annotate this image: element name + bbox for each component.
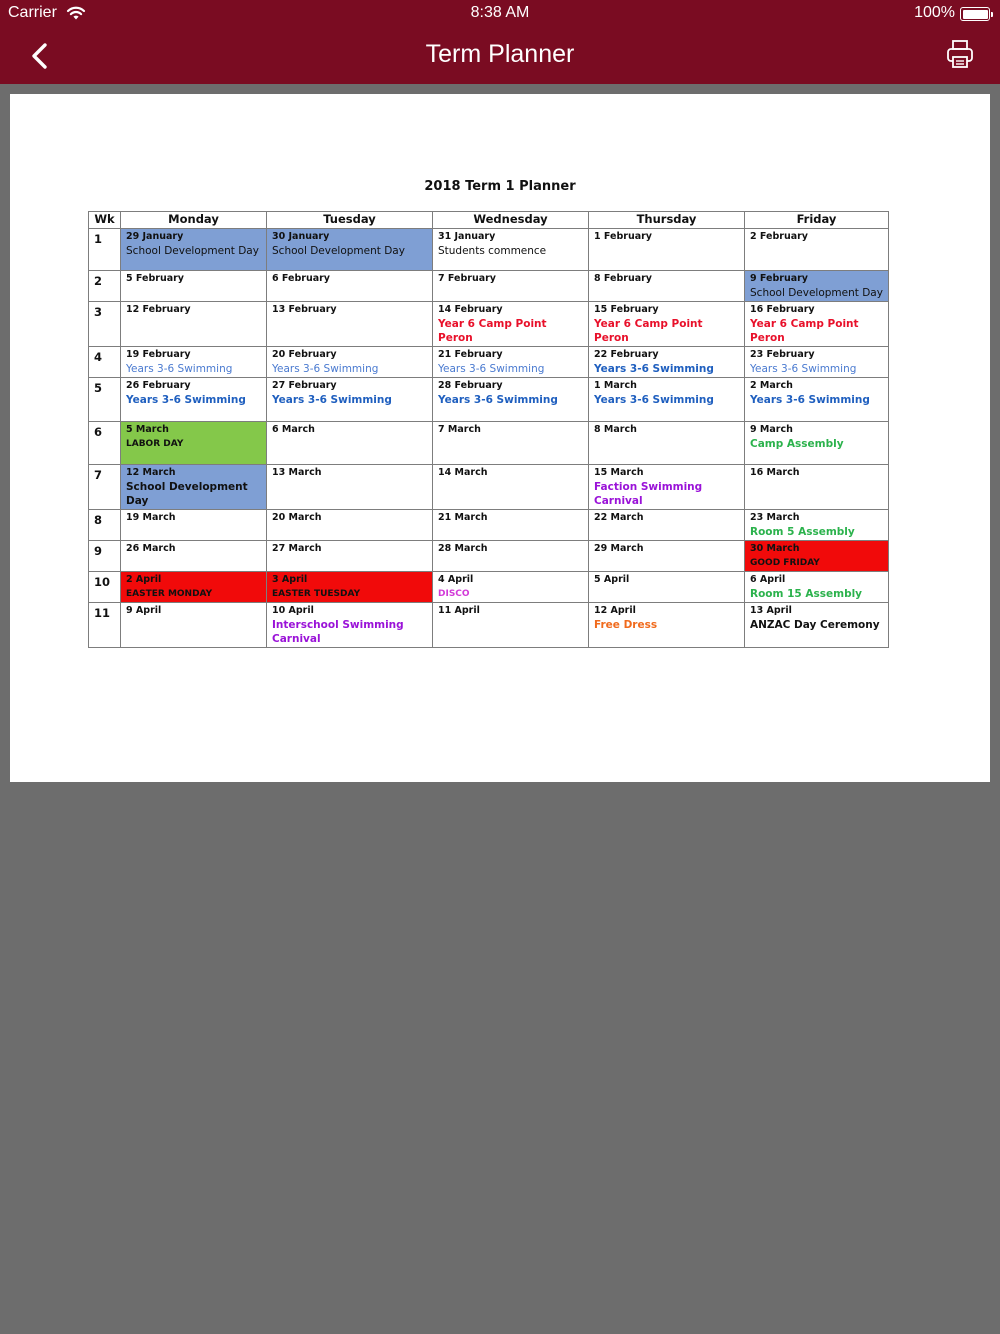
event-label: Students commence — [438, 245, 547, 257]
event-label: Free Dress — [594, 619, 658, 631]
date-label: 9 March — [750, 424, 793, 435]
event-label: Years 3-6 Swimming — [594, 363, 714, 375]
date-label: 4 April — [438, 574, 474, 585]
date-label: 8 March — [594, 424, 637, 435]
date-label: 20 March — [272, 512, 322, 523]
battery-icon — [960, 7, 990, 21]
day-cell — [433, 422, 589, 465]
event-label: Years 3-6 Swimming — [438, 363, 545, 375]
day-cell — [267, 572, 433, 603]
date-label: 27 February — [272, 380, 337, 391]
day-cell — [589, 347, 745, 378]
date-label: 21 March — [438, 512, 488, 523]
column-header: Wednesday — [433, 212, 589, 229]
event-label: Room 15 Assembly — [750, 588, 863, 600]
day-cell — [267, 422, 433, 465]
event-label: EASTER TUESDAY — [272, 589, 361, 599]
day-cell — [745, 271, 889, 302]
event-label: Faction Swimming Carnival — [594, 481, 703, 507]
table-row — [89, 229, 889, 271]
column-header: Friday — [745, 212, 889, 229]
date-label: 30 January — [272, 231, 330, 242]
event-label: Years 3-6 Swimming — [594, 394, 714, 406]
event-label: Years 3-6 Swimming — [126, 363, 233, 375]
day-cell — [267, 302, 433, 347]
date-label: 1 March — [594, 380, 637, 391]
event-label: GOOD FRIDAY — [750, 558, 820, 568]
column-header: Thursday — [589, 212, 745, 229]
date-label: 26 March — [126, 543, 176, 554]
planner-table — [88, 211, 889, 648]
event-label: Year 6 Camp Point Peron — [594, 318, 703, 344]
battery-percentage: 100% — [914, 4, 955, 21]
date-label: 30 March — [750, 543, 800, 554]
table-row — [89, 302, 889, 347]
table-row — [89, 378, 889, 422]
date-label: 15 March — [594, 467, 644, 478]
day-cell — [121, 465, 267, 510]
date-label: 2 March — [750, 380, 793, 391]
day-cell — [589, 229, 745, 271]
date-label: 8 February — [594, 273, 653, 284]
date-label: 2 February — [750, 231, 809, 242]
table-header-row — [89, 212, 889, 229]
date-label: 26 February — [126, 380, 191, 391]
day-cell — [267, 541, 433, 572]
day-cell — [433, 347, 589, 378]
event-label: School Development Day — [126, 481, 248, 507]
day-cell — [121, 378, 267, 422]
date-label: 11 April — [438, 605, 480, 616]
date-label: 28 March — [438, 543, 488, 554]
day-cell — [589, 465, 745, 510]
event-label: Interschool Swimming Carnival — [272, 619, 404, 645]
day-cell — [121, 541, 267, 572]
date-label: 19 February — [126, 349, 191, 360]
date-label: 5 April — [594, 574, 630, 585]
printer-icon[interactable] — [946, 38, 974, 70]
day-cell — [121, 347, 267, 378]
table-row — [89, 465, 889, 510]
date-label: 1 February — [594, 231, 653, 242]
week-number: 8 — [89, 510, 121, 541]
week-number: 10 — [89, 572, 121, 603]
day-cell — [589, 271, 745, 302]
date-label: 19 March — [126, 512, 176, 523]
day-cell — [433, 378, 589, 422]
day-cell — [433, 465, 589, 510]
day-cell — [589, 378, 745, 422]
day-cell — [433, 541, 589, 572]
day-cell — [433, 302, 589, 347]
page-title: Term Planner — [425, 40, 575, 68]
day-cell — [745, 541, 889, 572]
day-cell — [267, 465, 433, 510]
day-cell — [589, 422, 745, 465]
day-cell — [589, 510, 745, 541]
week-number: 6 — [89, 422, 121, 465]
day-cell — [121, 510, 267, 541]
event-label: Years 3-6 Swimming — [438, 394, 558, 406]
column-header: Tuesday — [267, 212, 433, 229]
date-label: 12 April — [594, 605, 636, 616]
date-label: 9 February — [750, 273, 809, 284]
carrier-label: Carrier — [8, 4, 57, 21]
day-cell — [433, 510, 589, 541]
table-row — [89, 572, 889, 603]
date-label: 27 March — [272, 543, 322, 554]
date-label: 6 March — [272, 424, 315, 435]
table-row — [89, 422, 889, 465]
date-label: 5 March — [126, 424, 169, 435]
day-cell — [745, 347, 889, 378]
event-label: Camp Assembly — [750, 438, 844, 450]
day-cell — [121, 422, 267, 465]
date-label: 13 February — [272, 304, 337, 315]
document-title: 2018 Term 1 Planner — [424, 179, 576, 194]
day-cell — [433, 271, 589, 302]
week-number: 3 — [89, 302, 121, 347]
day-cell — [745, 465, 889, 510]
date-label: 12 March — [126, 467, 176, 478]
date-label: 6 April — [750, 574, 786, 585]
day-cell — [267, 271, 433, 302]
event-label: School Development Day — [126, 245, 259, 257]
event-label: DISCO — [438, 589, 470, 599]
event-label: ANZAC Day Ceremony — [750, 619, 880, 631]
date-label: 14 March — [438, 467, 488, 478]
date-label: 15 February — [594, 304, 659, 315]
table-row — [89, 347, 889, 378]
date-label: 21 February — [438, 349, 503, 360]
week-number: 2 — [89, 271, 121, 302]
week-number: 1 — [89, 229, 121, 271]
day-cell — [267, 347, 433, 378]
week-number: 4 — [89, 347, 121, 378]
date-label: 28 February — [438, 380, 503, 391]
day-cell — [121, 572, 267, 603]
date-label: 23 February — [750, 349, 815, 360]
date-label: 10 April — [272, 605, 314, 616]
week-number: 9 — [89, 541, 121, 572]
event-label: Years 3-6 Swimming — [750, 363, 857, 375]
event-label: Year 6 Camp Point Peron — [438, 318, 547, 344]
day-cell — [589, 541, 745, 572]
table-row — [89, 603, 889, 648]
event-label: Room 5 Assembly — [750, 526, 855, 538]
date-label: 29 March — [594, 543, 644, 554]
event-label: LABOR DAY — [126, 439, 184, 449]
date-label: 6 February — [272, 273, 331, 284]
day-cell — [745, 378, 889, 422]
day-cell — [267, 229, 433, 271]
day-cell — [745, 302, 889, 347]
event-label: Years 3-6 Swimming — [750, 394, 870, 406]
table-row — [89, 271, 889, 302]
date-label: 13 April — [750, 605, 792, 616]
table-row — [89, 541, 889, 572]
event-label: Years 3-6 Swimming — [272, 394, 392, 406]
date-label: 7 February — [438, 273, 497, 284]
date-label: 7 March — [438, 424, 481, 435]
day-cell — [433, 229, 589, 271]
planner-document — [10, 94, 990, 782]
date-label: 13 March — [272, 467, 322, 478]
day-cell — [589, 302, 745, 347]
day-cell — [121, 229, 267, 271]
date-label: 31 January — [438, 231, 496, 242]
date-label: 12 February — [126, 304, 191, 315]
date-label: 14 February — [438, 304, 503, 315]
day-cell — [121, 271, 267, 302]
date-label: 9 April — [126, 605, 162, 616]
day-cell — [589, 603, 745, 648]
day-cell — [433, 603, 589, 648]
day-cell — [745, 422, 889, 465]
day-cell — [121, 603, 267, 648]
week-number: 5 — [89, 378, 121, 422]
table-row — [89, 510, 889, 541]
clock: 8:38 AM — [470, 4, 530, 21]
event-label: Years 3-6 Swimming — [272, 363, 379, 375]
nav-bar — [0, 28, 1000, 84]
event-label: School Development Day — [750, 287, 883, 299]
day-cell — [433, 572, 589, 603]
event-label: Year 6 Camp Point Peron — [750, 318, 859, 344]
day-cell — [745, 572, 889, 603]
event-label: School Development Day — [272, 245, 405, 257]
date-label: 3 April — [272, 574, 308, 585]
day-cell — [589, 572, 745, 603]
week-number: 11 — [89, 603, 121, 648]
column-header: Wk — [89, 212, 121, 229]
date-label: 2 April — [126, 574, 162, 585]
date-label: 29 January — [126, 231, 184, 242]
date-label: 16 March — [750, 467, 800, 478]
date-label: 5 February — [126, 273, 185, 284]
date-label: 20 February — [272, 349, 337, 360]
day-cell — [267, 378, 433, 422]
week-number: 7 — [89, 465, 121, 510]
day-cell — [745, 229, 889, 271]
day-cell — [267, 603, 433, 648]
event-label: EASTER MONDAY — [126, 589, 213, 599]
day-cell — [267, 510, 433, 541]
event-label: Years 3-6 Swimming — [126, 394, 246, 406]
date-label: 22 February — [594, 349, 659, 360]
day-cell — [121, 302, 267, 347]
date-label: 22 March — [594, 512, 644, 523]
day-cell — [745, 510, 889, 541]
date-label: 16 February — [750, 304, 815, 315]
day-cell — [745, 603, 889, 648]
date-label: 23 March — [750, 512, 800, 523]
status-bar — [0, 0, 1000, 28]
column-header: Monday — [121, 212, 267, 229]
